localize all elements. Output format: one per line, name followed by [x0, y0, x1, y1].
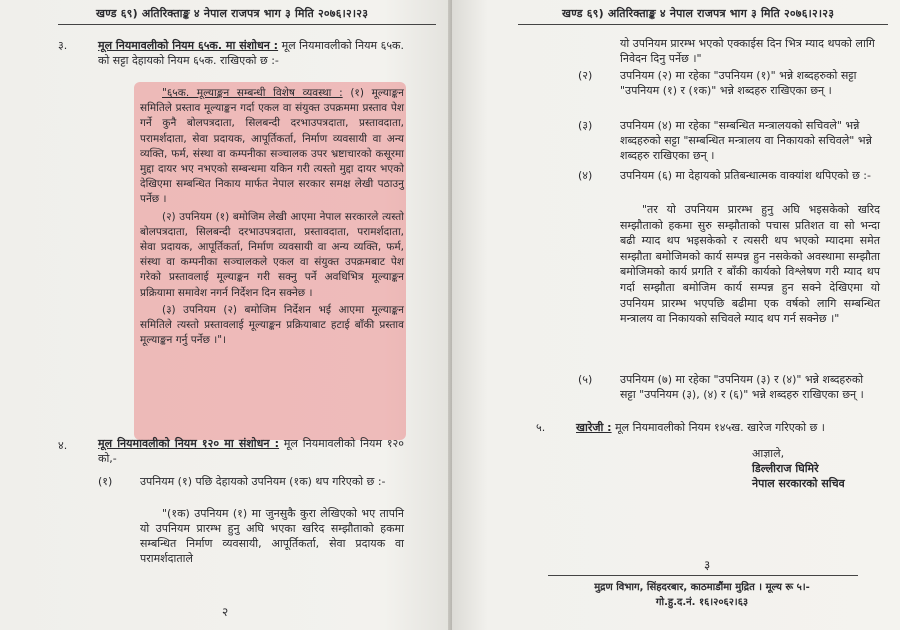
signature-order: आज्ञाले,	[752, 447, 785, 460]
item-text: उपनियम (७) मा रहेका "उपनियम (३) र (४)" भन्ने शब्दहरुको सट्टा "उपनियम (३), (४) र (६)" भन्ने शब्दहरु राखिएका छन् ।	[620, 373, 864, 401]
rule-65ka	[140, 86, 404, 350]
proviso-text: "तर यो उपनियम प्रारम्भ हुनु अघि भइसकेको खरिद सम्झौताको हकमा सुरु सम्झौताको पचास प्रतिशत वा सो भन्दा बढी म्याद थप भइसकेको र त्यसरी थप भएको म्यादमा समेत सम्झौता बमोजिमको कार्य सम्पन्न हुन नसकेको अवस्थामा सम्झौता बमोजिमको कार्य प्रगति र बाँकी कार्यको विश्लेषण गरी म्याद थप गर्दा सम्झौता बमोजिम कार्य सम्पन्न हुन सक्ने देखिएमा यो उपनियम प्रारम्भ भएपछि बढीमा एक वर्षको लागि सम्बन्धित मन्त्रालय वा निकायको सचिवले म्याद थप गर्न सक्नेछ ।"	[620, 203, 880, 326]
quote-text: "(१क) उपनियम (१) मा जुनसुकै कुरा लेखिएको भए तापनि यो उपनियम प्रारम्भ हुनु अघि भएका खरिद सम्झौताको हकमा सम्बन्धित निर्माण व्यवसायी, आपूर्तिकर्ता, सेवा प्रदायक वा परामर्शदाताले	[140, 507, 404, 565]
footer-line-2: गो.हु.द.नं. १६।२०६२।६३	[655, 597, 749, 608]
section-heading: मूल नियमावलीको नियम ६५क. मा संशोधन :	[98, 39, 279, 52]
item-text: उपनियम (२) मा रहेका "उपनियम (१)" भन्ने शब्दहरुको सट्टा "उपनियम (१) र (१क)" भन्ने शब्दहरु राखिएका छन् ।	[620, 69, 857, 97]
item-number: (२)	[578, 69, 593, 82]
section-number: ५.	[536, 421, 546, 434]
header-rule	[58, 24, 436, 25]
section-heading: मूल नियमावलीको नियम १२० मा संशोधन :	[98, 437, 280, 450]
subsection-number: (१)	[98, 475, 113, 488]
section-number: ४.	[58, 439, 68, 452]
footer-rule	[548, 575, 858, 576]
section-number: ३.	[58, 39, 68, 52]
rule-subrule-2: (२) उपनियम (१) बमोजिम लेखी आएमा नेपाल सरकारले त्यस्तो बोलपत्रदाता, सिलबन्दी दरभाउपत्रदाता, प्रस्तावदाता, परामर्शदाता, सेवा प्रदायक, आपूर्तिकर्ता, निर्माण व्यवसायी वा अन्य व्यक्ति, फर्म, संस्था वा कम्पनीका सञ्चालकले एकल वा संयुक्त उपक्रमबाट पेश गरेको प्रस्तावलाई मूल्याङ्कन गरी सक्नु पर्ने अवधिभित्र मूल्याङ्कन प्रक्रियामा समावेश नगर्न निर्देशन दिन सक्नेछ ।	[140, 210, 404, 299]
item-text: उपनियम (४) मा रहेका "सम्बन्धित मन्त्रालयको सचिवले" भन्ने शब्दहरुको सट्टा "सम्बन्धित मन्त्रालय वा निकायको सचिवले" भन्ने शब्दहरु राखिएका छन् ।	[620, 119, 872, 162]
item-number: (३)	[578, 119, 593, 132]
page-number: २	[222, 605, 229, 619]
section-5	[576, 420, 886, 435]
section-intro: मूल नियमावलीको नियम १२० को,-	[98, 437, 405, 465]
proviso	[620, 202, 880, 329]
left-page-header: खण्ड ६९) अतिरिक्ताङ्क ४ नेपाल राजपत्र भाग ३ मिति २०७६।२।२३	[96, 7, 369, 20]
page-number: ३	[704, 558, 711, 572]
section-intro: मूल नियमावलीको नियम ६५क. को सट्टा देहायको नियम ६५क. राखिएको छ :-	[98, 39, 405, 67]
printer-footer	[552, 580, 852, 610]
signature-name: डिल्लीराज घिमिरे	[752, 462, 819, 475]
subsection-1: उपनियम (१) पछि देहायको उपनियम (१क) थप गरिएको छ :-	[140, 475, 386, 488]
item-number: (५)	[578, 373, 593, 386]
rule-subrule-3: (३) उपनियम (२) बमोजिम निर्देशन भई आएमा मूल्याङ्कन समितिले त्यस्तो प्रस्तावलाई मूल्याङ्कन प्रक्रियाबाट हटाई बाँकी प्रस्ताव मूल्याङ्कन गर्नु पर्नेछ ।"।	[140, 303, 404, 347]
rule-title: "६५क. मूल्याङ्कन सम्बन्धी विशेष व्यवस्था :	[162, 87, 343, 99]
right-page	[452, 0, 900, 630]
continued-text: यो उपनियम प्रारम्भ भएको एक्काईस दिन भित्र म्याद थपको लागि निवेदन दिनु पर्नेछ ।"	[620, 37, 875, 65]
signature-block	[752, 446, 845, 491]
item-text: उपनियम (६) मा देहायको प्रतिबन्धात्मक वाक्यांश थपिएको छ :-	[620, 169, 871, 182]
section-3	[98, 38, 404, 68]
rule-subrule-1: (१) मूल्याङ्कन समितिले प्रस्ताव मूल्याङ्कन गर्दा एकल वा संयुक्त उपक्रममा प्रस्ताव पेश गर्ने कुनै बोलपत्रदाता, सिलबन्दी दरभाउपत्रदाता, प्रस्तावदाता, परामर्शदाता, सेवा प्रदायक, आपूर्तिकर्ता, निर्माण व्यवसायी वा अन्य व्यक्ति, फर्म, संस्था वा कम्पनीका सञ्चालक उपर भ्रष्टाचारको कसूरमा मुद्दा दायर भए नभएको सम्बन्धमा यकिन गरी त्यस्तो मुद्दा दायर भएको देखिएमा सम्बन्धित निकाय मार्फत नेपाल सरकार समक्ष लेखी पठाउनु पर्नेछ ।	[140, 87, 405, 206]
signature-title: नेपाल सरकारको सचिव	[752, 477, 845, 490]
right-page-header: खण्ड ६९) अतिरिक्ताङ्क ४ नेपाल राजपत्र भाग ३ मिति २०७६।२।२३	[562, 7, 835, 20]
footer-line-1: मुद्रण विभाग, सिंहदरबार, काठमाडौंमा मुद्रित । मूल्य रू ५।-	[594, 582, 810, 593]
section-text: मूल नियमावलीको नियम १४५ख. खारेज गरिएको छ ।	[615, 421, 825, 434]
item-number: (४)	[578, 169, 593, 182]
section-4	[98, 436, 404, 466]
header-rule	[518, 24, 888, 25]
rule-quote	[140, 506, 404, 568]
section-heading: खारेजी :	[576, 421, 612, 434]
